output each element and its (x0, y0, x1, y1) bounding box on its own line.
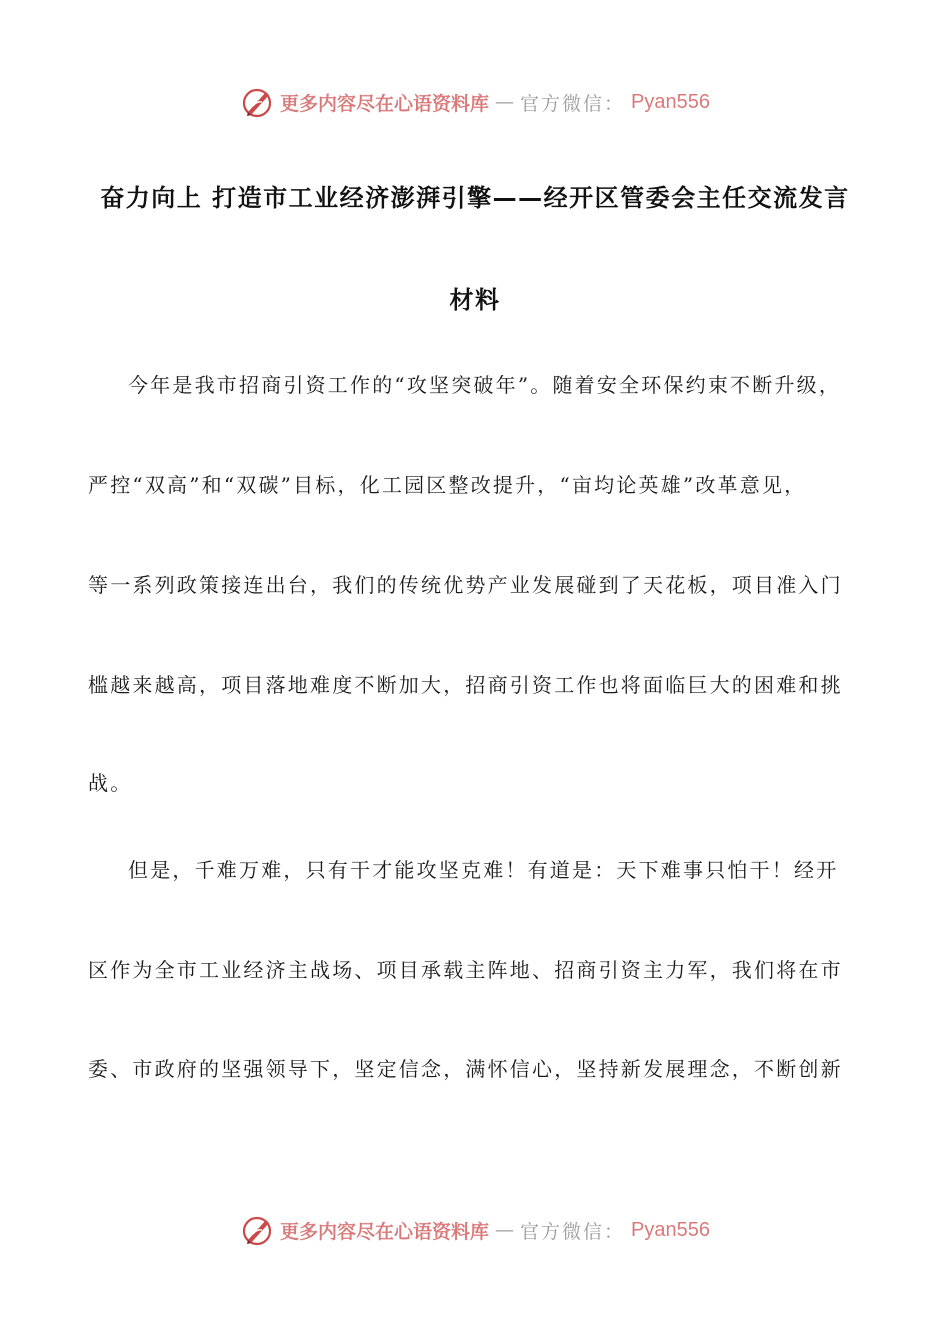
paragraph-1-line-4: 槛越来越高，项目落地难度不断加大，招商引资工作也将面临巨大的困难和挑 (88, 673, 843, 697)
paragraph-1-line-1: 今年是我市招商引资工作的“攻坚突破年”。随着安全环保约束不断升级， (128, 373, 842, 397)
banner-text: 更多内容尽在心语资料库 (280, 1220, 490, 1243)
document-title-line-1: 奋力向上 打造市工业经济澎湃引擎——经开区管委会主任交流发言 (100, 184, 850, 212)
paragraph-2-line-1: 但是，千难万难，只有干才能攻坚克难！有道是：天下难事只怕干！经开 (128, 858, 839, 882)
banner-wechat-label: 官方微信： (520, 92, 626, 115)
banner-wechat-id: Pyan556 (631, 1218, 710, 1241)
banner-text: 更多内容尽在心语资料库 (280, 92, 490, 115)
paragraph-1-line-2: 严控“双高”和“双碳”目标，化工园区整改提升，“亩均论英雄”改革意见， (88, 473, 807, 497)
paragraph-1-line-3: 等一系列政策接连出台，我们的传统优势产业发展碰到了天花板，项目准入门 (88, 573, 843, 597)
document-title-line-2: 材料 (449, 286, 501, 314)
pen-logo-icon (240, 85, 274, 119)
paragraph-1-line-5: 战。 (88, 771, 133, 795)
paragraph-2-line-3: 委、市政府的坚强领导下，坚定信念，满怀信心，坚持新发展理念，不断创新 (88, 1057, 843, 1081)
header-banner (0, 82, 950, 122)
banner-wechat-label: 官方微信： (520, 1220, 626, 1243)
pen-logo-icon (240, 1213, 274, 1247)
footer-banner (0, 1210, 950, 1250)
banner-wechat-id: Pyan556 (631, 90, 710, 113)
banner-dash: — (495, 91, 515, 113)
banner-dash: — (495, 1219, 515, 1241)
paragraph-2-line-2: 区作为全市工业经济主战场、项目承载主阵地、招商引资主力军，我们将在市 (88, 958, 843, 982)
